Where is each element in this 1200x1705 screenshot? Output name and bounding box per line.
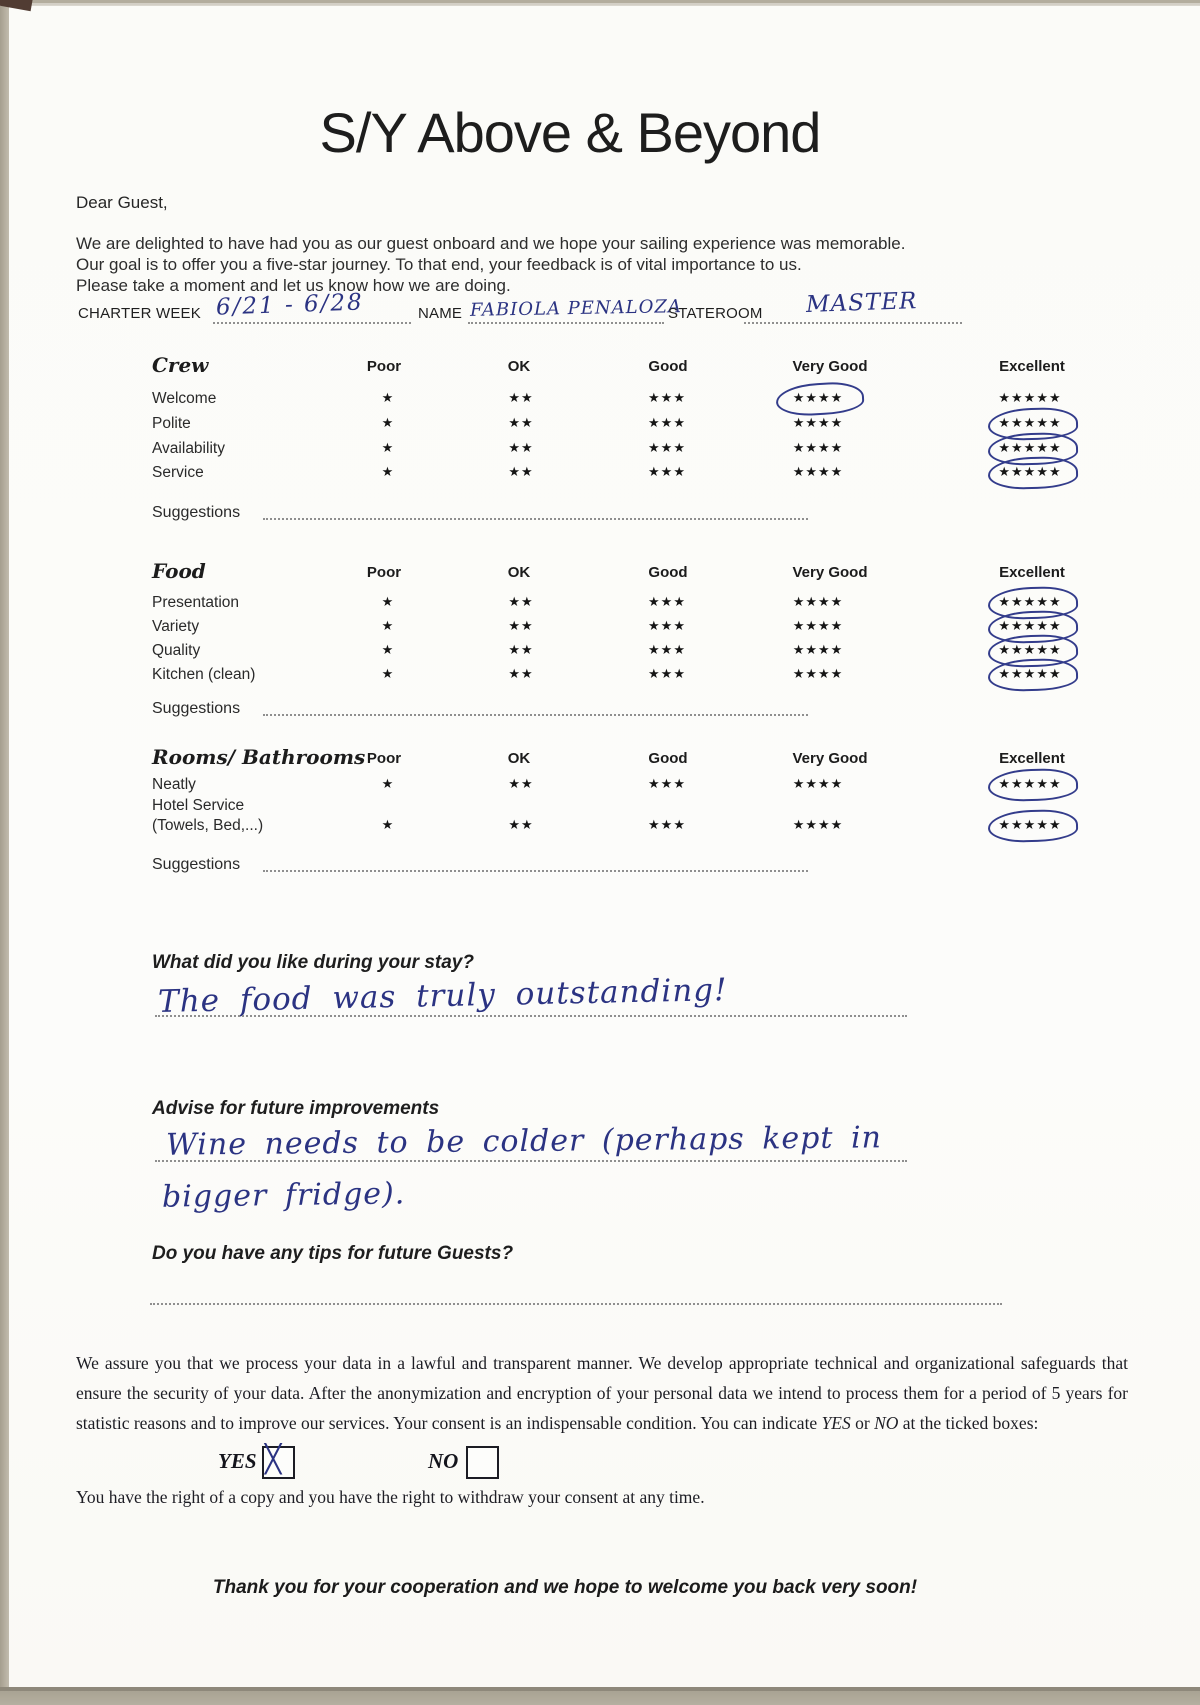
crew-suggestions-row: Suggestions: [0, 504, 1200, 528]
column-header-excellent: Excellent: [999, 358, 1065, 375]
charter-info-row: [0, 288, 1200, 330]
question-improvements-handwritten-line2: bigger fridge).: [161, 1176, 406, 1215]
column-header-good: Good: [648, 750, 688, 767]
rating-row-kitchen: Kitchen (clean) ★ ★★ ★★★ ★★★★ ★★★★★: [0, 666, 1200, 690]
section-title-food: Food: [152, 559, 206, 583]
rating-row-presentation: Presentation ★ ★★ ★★★ ★★★★ ★★★★★: [0, 594, 1200, 618]
photo-background-bottom-edge: [0, 1691, 1200, 1705]
dotted-line: [150, 1303, 1002, 1305]
consent-paragraph: We assure you that we process your data in a lawful and transparent manner. We develop appropriate technical and organizational safeguards that ensure the security of your data. After the anonymization and encryption of your personal data we intend to process them for a period of 5 years for statistic reasons and to improve our services. Your consent is an indispensable condition. You can indicate YES or NO at the ticked boxes:: [76, 1353, 1128, 1433]
dotted-line: [744, 322, 962, 324]
thank-you-message: Thank you for your cooperation and we hope to welcome you back very soon!: [212, 1577, 918, 1598]
photo-background-top-edge: [0, 3, 1200, 6]
rating-row-hotel-service: Hotel Service: [152, 797, 245, 814]
column-header-ok: OK: [507, 358, 531, 375]
dotted-line: [263, 518, 808, 520]
stateroom-label: STATEROOM: [668, 305, 763, 322]
intro-paragraph: [76, 233, 905, 296]
food-header-row: [0, 559, 1200, 588]
rating-row-quality: Quality ★ ★★ ★★★ ★★★★ ★★★★★: [0, 642, 1200, 666]
dotted-line: [263, 870, 808, 872]
dotted-line: [263, 714, 808, 716]
column-header-poor: Poor: [366, 564, 402, 581]
column-header-good: Good: [648, 564, 688, 581]
no-checkbox: [466, 1446, 499, 1479]
consent-checkbox-row: [0, 1446, 1200, 1482]
rooms-suggestions-row: Suggestions: [0, 856, 1200, 880]
question-improvements-label: Advise for future improvements: [152, 1098, 440, 1119]
food-suggestions-row: Suggestions: [0, 700, 1200, 724]
question-liked-label: What did you like during your stay?: [152, 952, 474, 973]
dotted-line: [155, 1160, 907, 1162]
section-title-crew: Crew: [152, 353, 209, 377]
name-handwritten-value: FABIOLA PENALOZA: [469, 296, 683, 321]
rating-row-service: Service ★ ★★ ★★★ ★★★★ ★★★★★: [0, 464, 1200, 488]
column-header-very-good: Very Good: [792, 564, 868, 581]
stateroom-handwritten-value: MASTER: [805, 288, 918, 318]
column-header-excellent: Excellent: [999, 750, 1065, 767]
column-header-good: Good: [648, 358, 688, 375]
yes-check-mark: ╳: [265, 1444, 282, 1475]
dotted-line: [155, 1015, 907, 1017]
salutation: Dear Guest,: [76, 193, 168, 212]
charter-week-label: CHARTER WEEK: [78, 305, 201, 322]
no-word: NO: [874, 1413, 899, 1433]
intro-line: We are delighted to have had you as our guest onboard and we hope your sailing experience was memorable.: [76, 234, 906, 253]
column-header-poor: Poor: [366, 750, 402, 767]
question-improvements-handwritten-line1: Wine needs to be colder (perhaps kept in: [165, 1120, 883, 1163]
no-label: NO: [428, 1449, 459, 1473]
column-header-excellent: Excellent: [999, 564, 1065, 581]
question-tips-label: Do you have any tips for future Guests?: [152, 1243, 514, 1264]
column-header-ok: OK: [507, 564, 531, 581]
form-title: S/Y Above & Beyond: [319, 101, 821, 164]
intro-line: Our goal is to offer you a five-star journey. To that end, your feedback is of vital importance to us.: [76, 255, 802, 274]
section-title-rooms: Rooms/ Bathrooms: [152, 745, 366, 769]
dotted-line: [213, 322, 411, 324]
dotted-line: [468, 322, 664, 324]
column-header-poor: Poor: [366, 358, 402, 375]
crew-header-row: [0, 353, 1200, 382]
yes-checkbox: [262, 1446, 295, 1479]
yes-label: YES: [218, 1449, 257, 1473]
column-header-ok: OK: [507, 750, 531, 767]
rating-row-variety: Variety ★ ★★ ★★★ ★★★★ ★★★★★: [0, 618, 1200, 642]
column-header-very-good: Very Good: [792, 358, 868, 375]
intro-line: Please take a moment and let us know how we are doing.: [76, 276, 511, 295]
rating-row-towels-bed: (Towels, Bed,...) ★ ★★ ★★★ ★★★★ ★★★★★: [0, 817, 1200, 841]
question-liked-handwritten-answer: The food was truly outstanding!: [157, 972, 728, 1020]
rights-text: You have the right of a copy and you have the right to withdraw your consent at any time.: [76, 1487, 705, 1507]
rating-row-availability: Availability ★ ★★ ★★★ ★★★★ ★★★★★: [0, 440, 1200, 464]
rating-row-neatly: Neatly ★ ★★ ★★★ ★★★★ ★★★★★: [0, 776, 1200, 800]
yes-word: YES: [821, 1413, 851, 1433]
charter-week-handwritten-value: 6/21 - 6/28: [215, 289, 365, 321]
rating-row-welcome: Welcome ★ ★★ ★★★ ★★★★ ★★★★★: [0, 390, 1200, 414]
column-header-very-good: Very Good: [792, 750, 868, 767]
rating-row-polite: Polite ★ ★★ ★★★ ★★★★ ★★★★★: [0, 415, 1200, 439]
name-label: NAME: [418, 305, 463, 322]
